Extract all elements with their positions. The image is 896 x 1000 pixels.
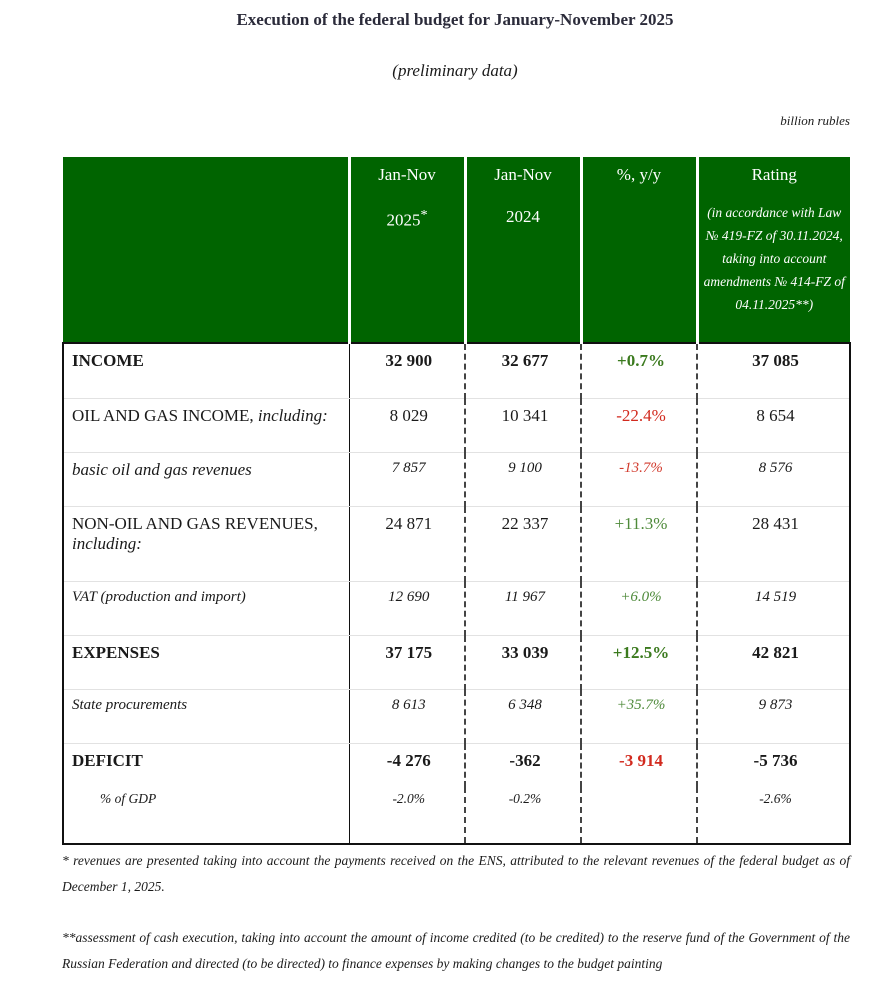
header-year: 2024	[506, 207, 540, 226]
row-label: EXPENSES	[63, 635, 349, 689]
row-label: basic oil and gas revenues	[63, 452, 349, 506]
value-rating: 8 576	[697, 452, 850, 506]
table-row-state-procurements	[63, 689, 850, 743]
header-period: Jan-Nov	[494, 165, 552, 184]
value-rating: -5 736	[697, 743, 850, 787]
value-2024: -0.2%	[465, 787, 581, 844]
value-rating: 37 085	[697, 343, 850, 398]
units-label: billion rubles	[780, 113, 850, 128]
value-2025: -2.0%	[349, 787, 465, 844]
value-rating: -2.6%	[697, 787, 850, 844]
value-yoy: +11.3%	[581, 506, 697, 581]
value-rating: 8 654	[697, 398, 850, 452]
value-yoy: -13.7%	[581, 452, 697, 506]
value-2024: 9 100	[465, 452, 581, 506]
value-rating: 42 821	[697, 635, 850, 689]
value-rating: 28 431	[697, 506, 850, 581]
row-label: OIL AND GAS INCOME, including:	[63, 398, 349, 452]
header-rating	[697, 157, 850, 343]
table-row-basic-oil-gas	[63, 452, 850, 506]
table-row-vat	[63, 581, 850, 635]
header-period: Jan-Nov	[378, 165, 436, 184]
value-yoy: -3 914	[581, 743, 697, 787]
value-2025: 24 871	[349, 506, 465, 581]
value-2025: 8 613	[349, 689, 465, 743]
value-yoy: +35.7%	[581, 689, 697, 743]
value-rating: 9 873	[697, 689, 850, 743]
row-label: INCOME	[63, 343, 349, 398]
row-label: % of GDP	[63, 787, 349, 844]
table-row-gdp	[63, 787, 850, 844]
header-jan-nov-2024	[465, 157, 581, 343]
budget-table	[62, 157, 851, 845]
table-row-expenses	[63, 635, 850, 689]
value-2024: 32 677	[465, 343, 581, 398]
header-yoy	[581, 157, 697, 343]
value-2025: 32 900	[349, 343, 465, 398]
footnote-revenues: * revenues are presented taking into account the payments received on the ENS, attributed to the relevant revenues of the federal budget as of December 1, 2025.	[62, 853, 850, 894]
value-yoy: +0.7%	[581, 343, 697, 398]
header-rating-label: Rating	[751, 165, 797, 184]
value-yoy: +12.5%	[581, 635, 697, 689]
value-2024: -362	[465, 743, 581, 787]
table-row-deficit	[63, 743, 850, 787]
header-rating-note: (in accordance with Law № 419-FZ of 30.11.2024, taking into account amendments № 414-FZ of 04.11.2025**)	[703, 205, 845, 312]
value-2025: -4 276	[349, 743, 465, 787]
value-2025: 12 690	[349, 581, 465, 635]
footnote-marker: *	[420, 207, 428, 223]
row-label: VAT (production and import)	[63, 581, 349, 635]
value-2025: 7 857	[349, 452, 465, 506]
header-label-cell	[63, 157, 349, 343]
value-2025: 8 029	[349, 398, 465, 452]
row-label: DEFICIT	[63, 743, 349, 787]
page-subtitle: (preliminary data)	[392, 61, 518, 80]
value-yoy: -22.4%	[581, 398, 697, 452]
header-yoy-label: %, y/y	[616, 165, 662, 184]
header-year: 2025*	[386, 207, 428, 230]
value-yoy: +6.0%	[581, 581, 697, 635]
value-2024: 10 341	[465, 398, 581, 452]
table-row-non-oil-gas	[63, 506, 850, 581]
value-rating: 14 519	[697, 581, 850, 635]
value-yoy	[581, 787, 697, 844]
row-label: State procurements	[63, 689, 349, 743]
table-row-oil-gas-income	[63, 398, 850, 452]
value-2024: 11 967	[465, 581, 581, 635]
page-title: Execution of the federal budget for January-November 2025	[236, 10, 674, 29]
value-2024: 33 039	[465, 635, 581, 689]
footnote-assessment: **assessment of cash execution, taking into account the amount of income credited (to be credited) to the reserve fund of the Government of the Russian Federation and directed (to be directed) to finance expenses by making changes to the budget painting	[62, 930, 850, 971]
row-label: NON-OIL AND GAS REVENUES, including:	[63, 506, 349, 581]
table-header-row	[63, 157, 850, 343]
value-2024: 6 348	[465, 689, 581, 743]
header-jan-nov-2025	[349, 157, 465, 343]
value-2024: 22 337	[465, 506, 581, 581]
table-row-income	[63, 343, 850, 398]
value-2025: 37 175	[349, 635, 465, 689]
